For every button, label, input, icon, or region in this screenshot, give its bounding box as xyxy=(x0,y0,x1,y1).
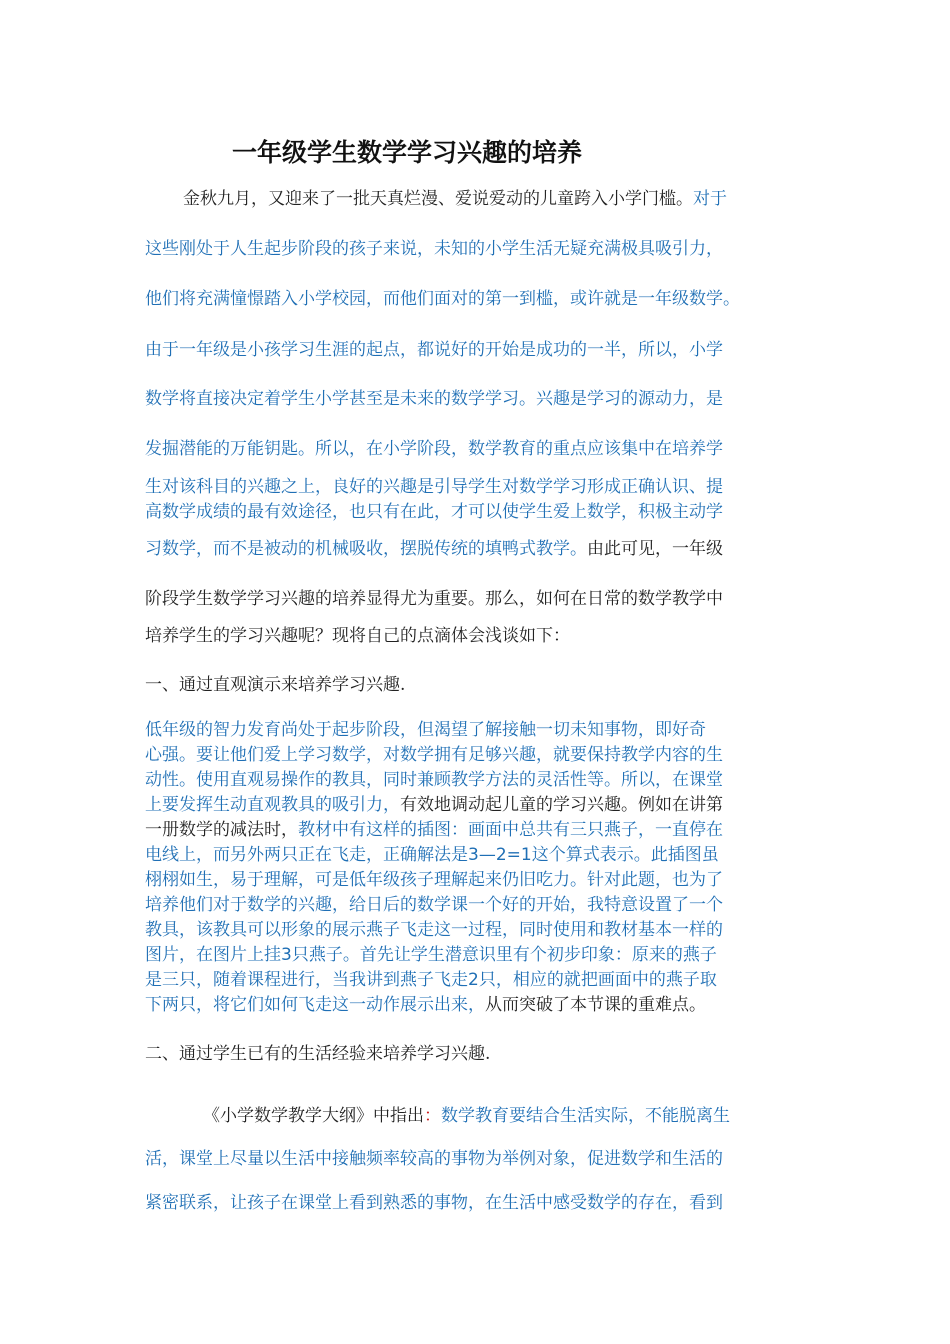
equation: 3—2=1 xyxy=(468,845,532,865)
section-heading-2: 二、通过学生已有的生活经验来培养学习兴趣. xyxy=(145,1044,491,1064)
paragraph-1-line-4: 由于一年级是小孩学习生涯的起点，都说好的开始是成功的一半，所以，小学 xyxy=(145,340,723,360)
paragraph-1-line-1 xyxy=(183,186,727,212)
paragraph-3-line-2: 活，课堂上尽量以生活中接触频率较高的事物为举例对象，促进数学和生活的 xyxy=(145,1149,723,1169)
text-run: 只，相应的就把画面中的燕子取 xyxy=(478,970,717,990)
number: 2 xyxy=(468,970,479,990)
text-run: 下两只，将它们如何飞走这一动作展示出来， xyxy=(145,995,485,1015)
paragraph-1-line-11: 培养学生的学习兴趣呢？现将自己的点滴体会浅谈如下： xyxy=(145,626,570,646)
text-run: 上要发挥生动直观教具的吸引力， xyxy=(145,795,400,815)
section-heading-1: 一、通过直观演示来培养学习兴趣. xyxy=(145,675,406,695)
text-run: 电线上，而另外两只正在飞走，正确解法是 xyxy=(145,845,468,865)
text-run: 教材中有这样的插图：画面中总共有三只燕子，一直停在 xyxy=(298,820,723,840)
document-title: 一年级学生数学学习兴趣的培养 xyxy=(232,138,583,167)
paragraph-1-line-9 xyxy=(145,536,723,562)
text-run: 只燕子。首先让学生潜意识里有个初步印象：原来的燕子 xyxy=(291,945,717,965)
paragraph-2-line-8: 培养他们对于数学的兴趣，给日后的数学课一个好的开始，我特意设置了一个 xyxy=(145,895,723,915)
paragraph-3-line-1 xyxy=(203,1103,730,1129)
paragraph-1-line-5: 数学将直接决定着学生小学甚至是未来的数学学习。兴趣是学习的源动力，是 xyxy=(145,389,723,409)
paragraph-3-line-3: 紧密联系，让孩子在课堂上看到熟悉的事物，在生活中感受数学的存在，看到 xyxy=(145,1193,723,1213)
text-run: 这个算式表示。此插图虽 xyxy=(531,845,719,865)
paragraph-2-line-5 xyxy=(145,817,723,843)
paragraph-2-line-12 xyxy=(145,992,706,1018)
text-run: 《小学数学教学大纲》中指出 xyxy=(203,1106,424,1126)
paragraph-2-line-7: 栩栩如生，易于理解，可是低年级孩子理解起来仍旧吃力。针对此题，也为了 xyxy=(145,870,723,890)
text-run: 一年级 xyxy=(672,539,723,559)
paragraph-2-line-3: 动性。使用直观易操作的教具，同时兼顾教学方法的灵活性等。所以，在课堂 xyxy=(145,770,723,790)
paragraph-2-line-1: 低年级的智力发育尚处于起步阶段，但渴望了解接触一切未知事物，即好奇 xyxy=(145,720,706,740)
paragraph-1-line-2: 这些刚处于人生起步阶段的孩子来说，未知的小学生活无疑充满极具吸引力， xyxy=(145,239,723,259)
paragraph-2-line-2: 心强。要让他们爱上学习数学，对数学拥有足够兴趣，就要保持教学内容的生 xyxy=(145,745,723,765)
text-run: 由此可见， xyxy=(587,539,672,559)
text-run: 图片，在图片上挂 xyxy=(145,945,281,965)
text-run: ： xyxy=(424,1106,441,1126)
paragraph-2-line-10 xyxy=(145,942,717,968)
paragraph-1-line-3: 他们将充满憧憬踏入小学校园，而他们面对的第一到槛，或许就是一年级数学。 xyxy=(145,289,740,309)
text-run: 对于 xyxy=(693,189,727,209)
text-run: 一册数学的减法时， xyxy=(145,820,298,840)
text-run: 金秋九月，又迎来了一批天真烂漫、爱说爱动的儿童跨入小学门槛。 xyxy=(183,189,693,209)
text-run: 阶段学生数学学习兴趣的培养显得尤为重要。 xyxy=(145,589,485,609)
text-run: 那么，如何在日常的数学教学中 xyxy=(485,589,723,609)
paragraph-2-line-4 xyxy=(145,792,723,818)
paragraph-2-line-11 xyxy=(145,967,717,993)
text-run: 发掘潜能的万能钥匙。 xyxy=(145,439,315,459)
paragraph-1-line-8: 高数学成绩的最有效途径，也只有在此，才可以使学生爱上数学，积极主动学 xyxy=(145,502,723,522)
paragraph-2-line-9: 教具，该教具可以形象的展示燕子飞走这一过程，同时使用和教材基本一样的 xyxy=(145,920,723,940)
text-run: 从而突破了本节课的重难点。 xyxy=(485,995,706,1015)
text-run: 习数学，而不是被动的机械吸收，摆脱传统的填鸭式教学。 xyxy=(145,539,587,559)
text-run: 所以，在小学阶段，数学教育的重点应该集中在培养学 xyxy=(315,439,723,459)
paragraph-1-line-6 xyxy=(145,436,723,462)
number: 3 xyxy=(281,945,292,965)
paragraph-1-line-10 xyxy=(145,586,723,612)
text-run: 有效地调动起儿童的学习兴趣。例如在讲第 xyxy=(400,795,723,815)
paragraph-1-line-7: 生对该科目的兴趣之上，良好的兴趣是引导学生对数学学习形成正确认识、提 xyxy=(145,477,723,497)
text-run: 数学教育要结合生活实际，不能脱离生 xyxy=(441,1106,730,1126)
paragraph-2-line-6 xyxy=(145,842,719,868)
text-run: 是三只，随着课程进行，当我讲到燕子飞走 xyxy=(145,970,468,990)
